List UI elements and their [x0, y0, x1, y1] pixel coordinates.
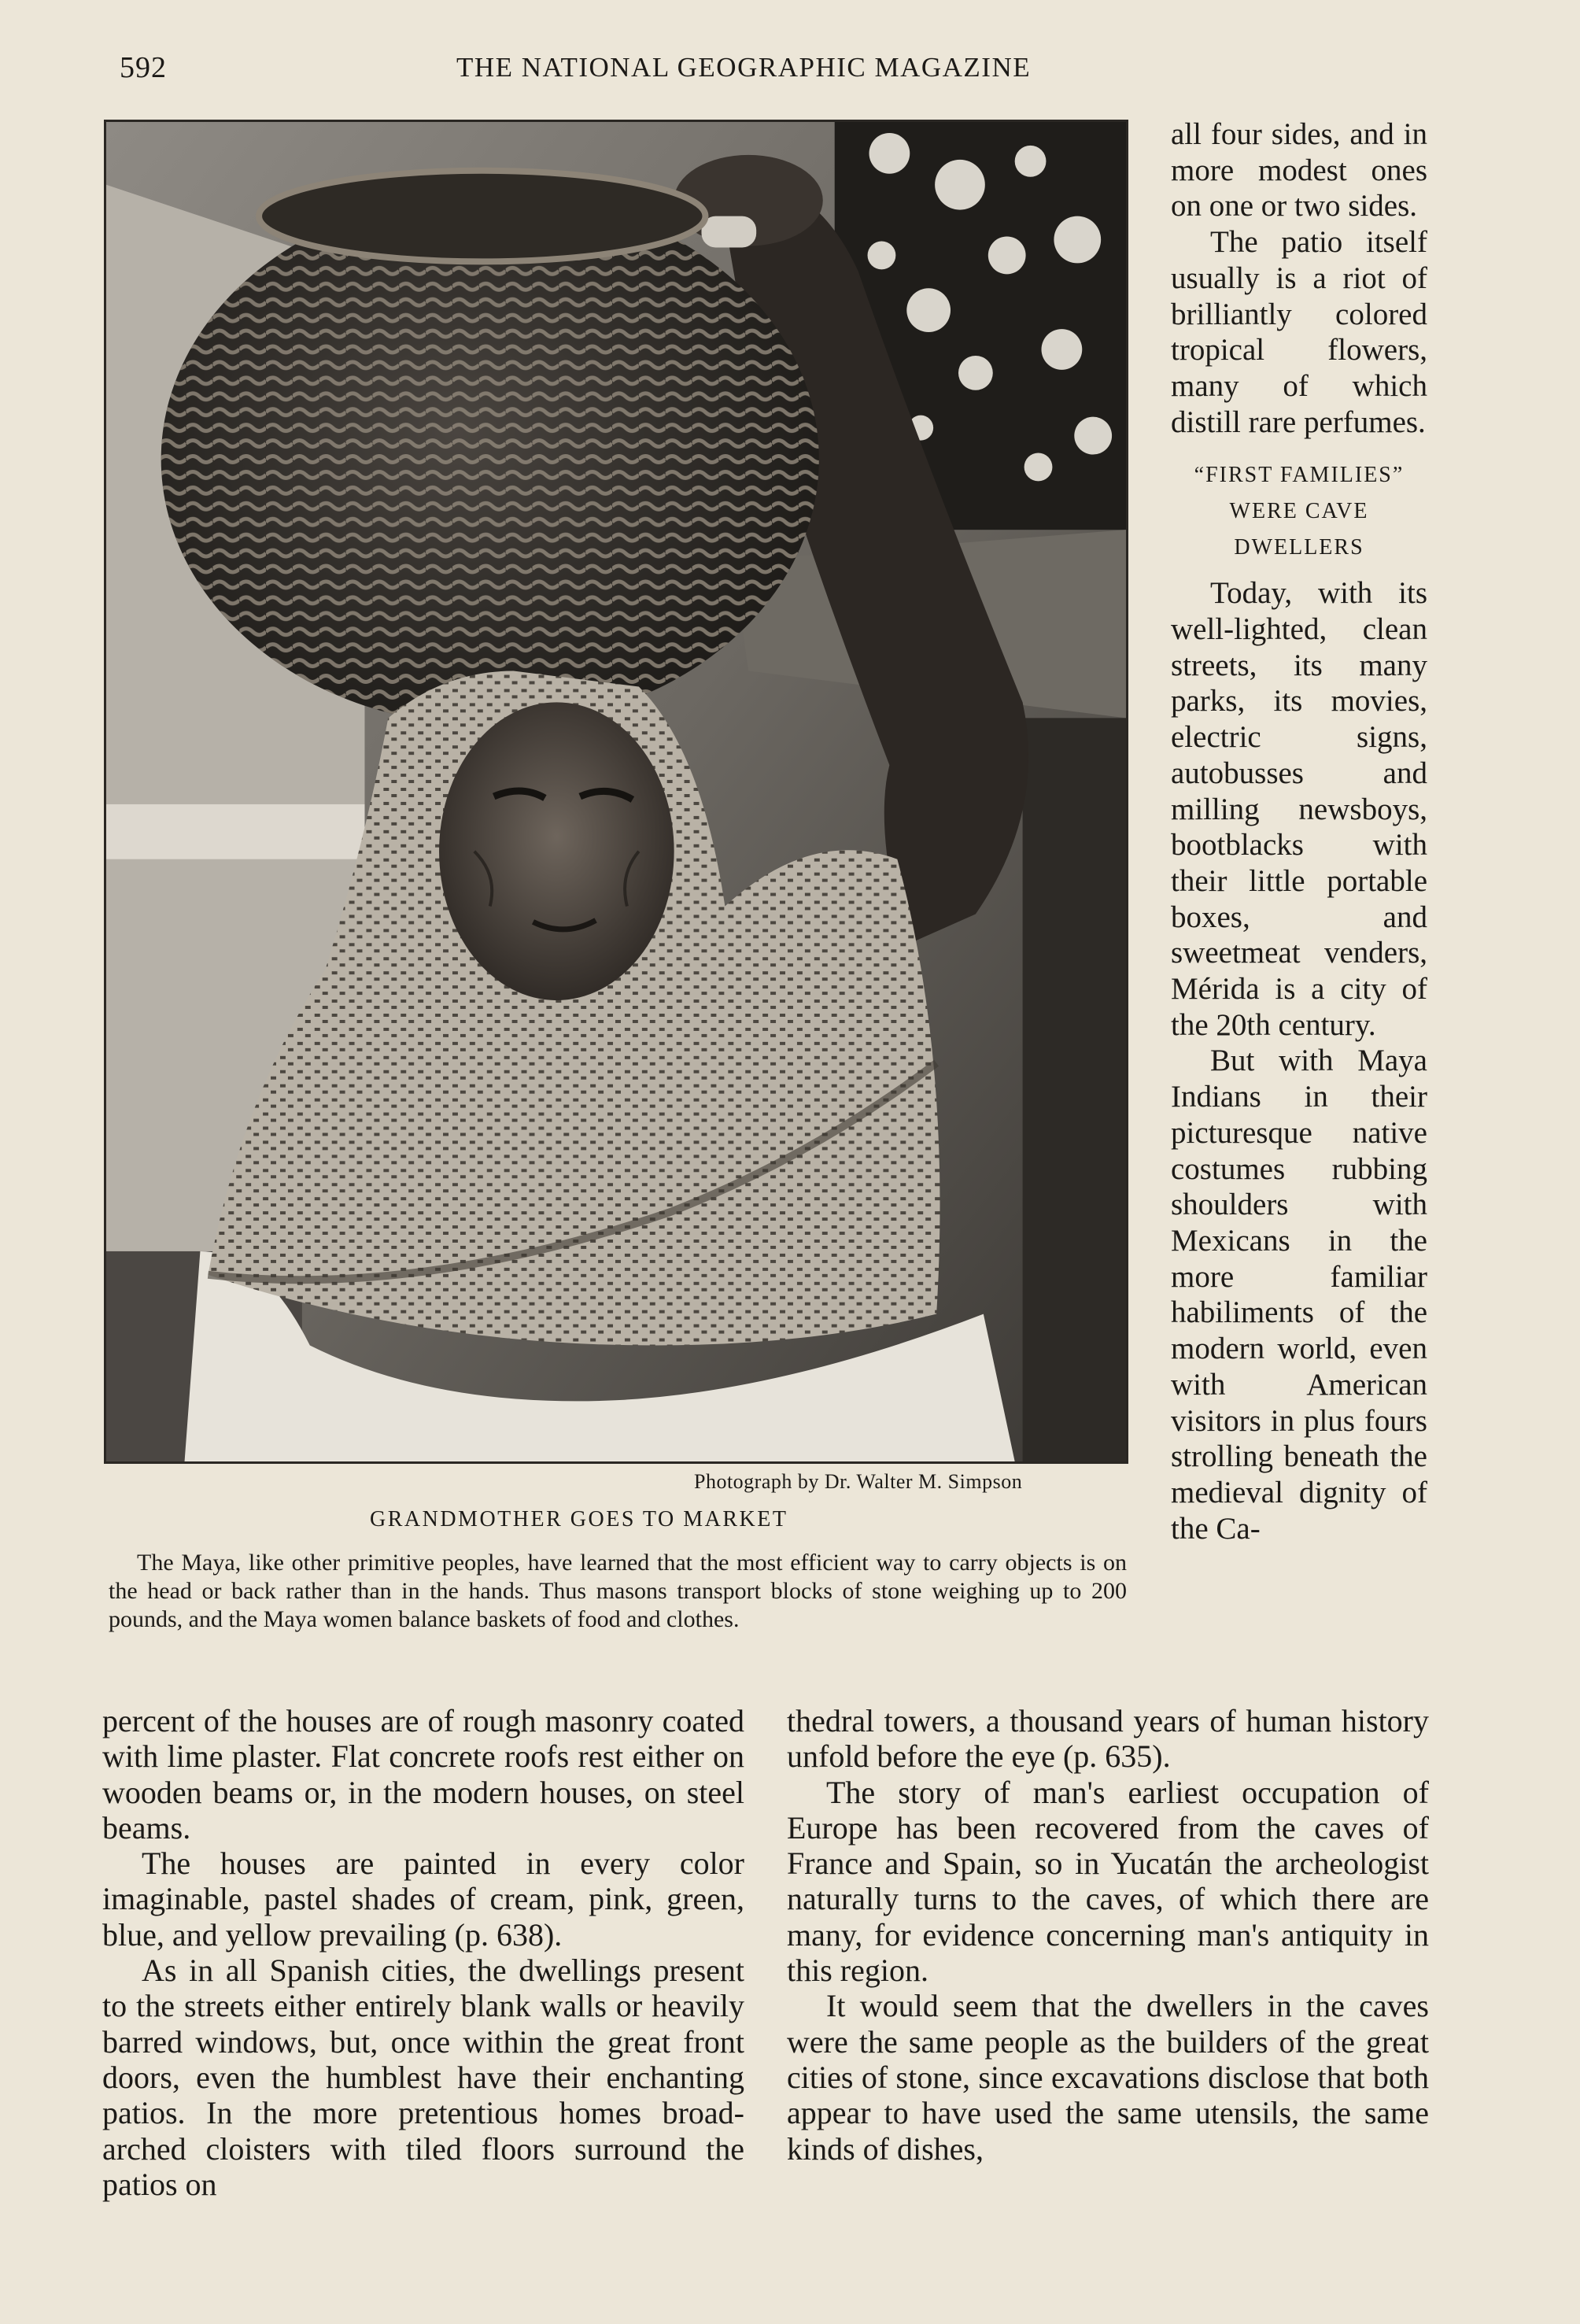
paragraph: As in all Spanish cities, the dwellings present to the streets either entirely blank walls or heavily barred windows, but, once within the great front doors, even the humblest have their enchanting patios. In the more pretentious homes broad-arched cloisters with tiled floors surround the patios on — [102, 1953, 744, 2202]
caption-body — [109, 1549, 1127, 1634]
subhead-line: WERE CAVE — [1229, 499, 1369, 524]
paragraph: It would seem that the dwellers in the caves were the same people as the builders of the great cities of stone, since excavations disclose that both appear to have used the same utensils, the same kinds of dishes, — [787, 1988, 1429, 2167]
paragraph: The houses are painted in every color imaginable, pastel shades of cream, pink, green, blue, and yellow prevailing (p. 638). — [102, 1846, 744, 1953]
photo-credit: Photograph by Dr. Walter M. Simpson — [694, 1470, 1023, 1493]
grandmother-photo-illustration — [106, 122, 1126, 1461]
page-number: 592 — [120, 51, 167, 84]
caption-text: The Maya, like other primitive peoples, have learned that the most efficient way to carry objects is on the head or back rather than in the hands. Thus masons transport blocks of stone weighing up to 200 pounds, and the Maya women balance baskets of food and clothes. — [109, 1550, 1127, 1632]
section-subhead — [1171, 457, 1427, 566]
photograph — [104, 120, 1128, 1464]
right-column — [1171, 116, 1427, 1546]
middle-column — [787, 1703, 1429, 2167]
paragraph: Today, with its well-lighted, clean streets, its many parks, its movies, electric signs, autobusses and milling newsboys, bootblacks with their little portable boxes, and sweetmeat venders, Mérida is a city of the 20th century. — [1171, 576, 1427, 1042]
paragraph: thedral towers, a thousand years of human history unfold before the eye (p. 635). — [787, 1703, 1429, 1775]
caption-title: GRANDMOTHER GOES TO MARKET — [370, 1507, 788, 1531]
subhead-line: “FIRST FAMILIES” — [1194, 463, 1405, 488]
paragraph: The patio itself usually is a riot of brilliantly colored tropical flowers, many of which distill rare perfumes. — [1171, 225, 1427, 439]
paragraph: all four sides, and in more modest ones on one or two sides. — [1171, 117, 1427, 224]
paragraph: But with Maya Indians in their picturesque native costumes rubbing shoulders with Mexicans in the more familiar habiliments of the modern world, even with American visitors in plus fours strolling beneath the medieval dignity of the Ca- — [1171, 1044, 1427, 1546]
left-column — [102, 1703, 744, 2202]
paragraph: percent of the houses are of rough masonry coated with lime plaster. Flat concrete roofs rest either on wooden beams or, in the modern houses, on steel beams. — [102, 1703, 744, 1846]
paragraph: The story of man's earliest occupation of Europe has been recovered from the caves of France and Spain, so in Yucatán the archeologist naturally turns to the caves, of which there are many, for evidence concerning man's antiquity in this region. — [787, 1774, 1429, 1989]
subhead-line: DWELLERS — [1234, 535, 1364, 560]
running-head: THE NATIONAL GEOGRAPHIC MAGAZINE — [456, 52, 1032, 83]
